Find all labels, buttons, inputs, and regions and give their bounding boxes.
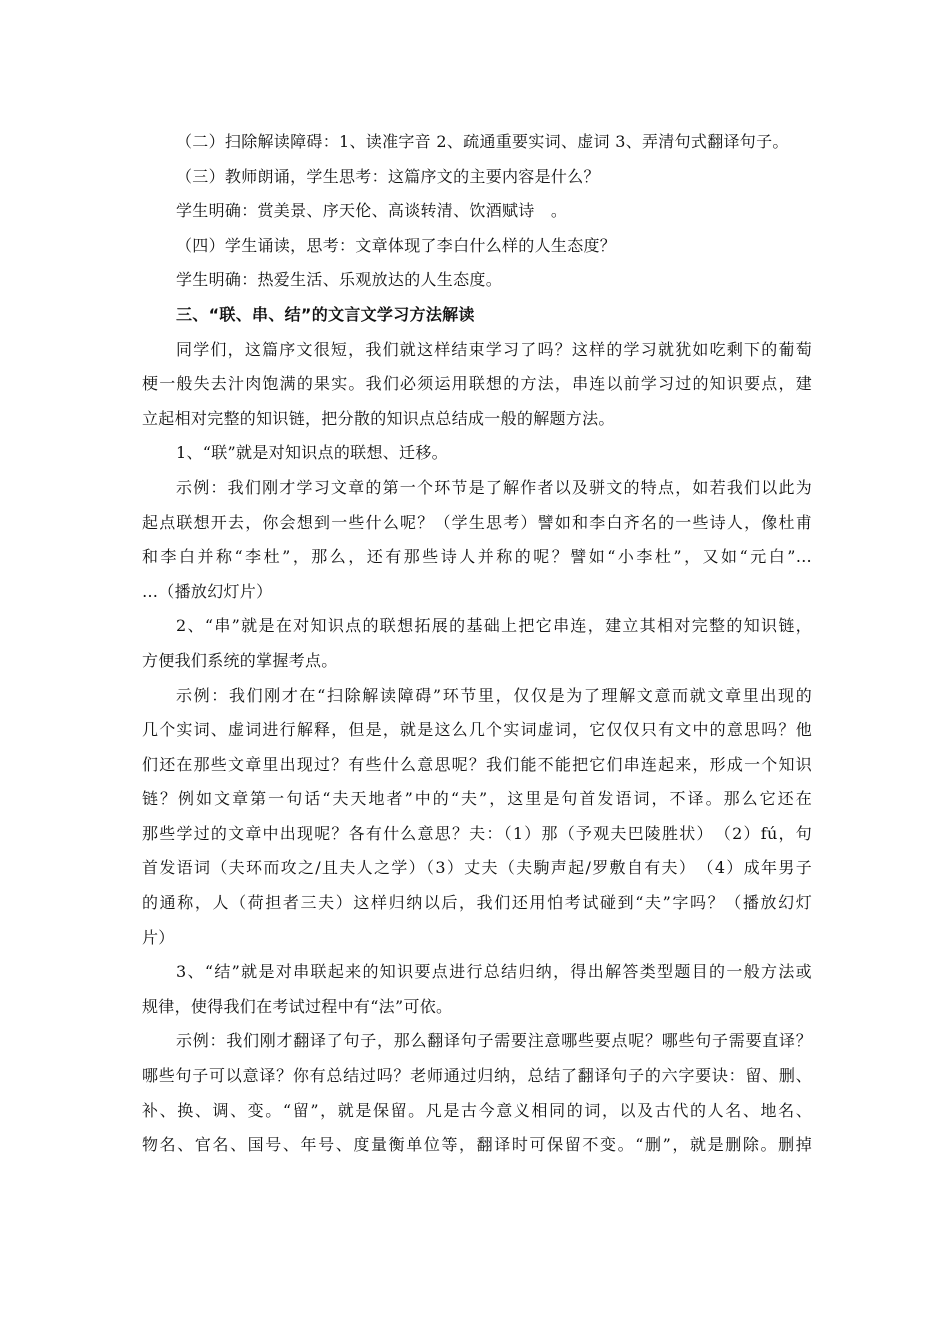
text-line: （二）扫除解读障碍：1、读准字音 2、疏通重要实词、虚词 3、弄清句式翻译句子。 — [176, 132, 789, 151]
text-line: 片） — [142, 927, 175, 947]
text-line: 首发语词（夫环而攻之/且夫人之学）（3）丈夫（夫駒声起/罗敷自有夫） （4）成年男子 — [142, 858, 812, 878]
text-line: 规律，使得我们在考试过程中有“法”可依。 — [142, 996, 453, 1016]
text-line: 立起相对完整的知识链，把分散的知识点总结成一般的解题方法。 — [142, 408, 615, 428]
document-body — [142, 125, 812, 1163]
text-line: 的通称，人（荷担者三夫）这样归纳以后，我们还用怕考试碰到“夫”字吗？（播放幻灯 — [142, 893, 812, 913]
text-line: 和李白并称“李杜”，那么，还有那些诗人并称的呢？譬如“小李杜”，又如“元白”… — [142, 547, 812, 567]
text-line: （三）教师朗诵，学生思考：这篇序文的主要内容是什么？ — [176, 166, 600, 186]
text-line: 1、“联”就是对知识点的联想、迁移。 — [176, 443, 448, 463]
text-line: 梗一般失去汁肉饱满的果实。我们必须运用联想的方法，串连以前学习过的知识要点，建 — [142, 374, 812, 394]
text-line: 物名、官名、国号、年号、度量衡单位等，翻译时可保留不变。“删”，就是删除。删掉 — [142, 1135, 812, 1155]
text-line: 同学们，这篇序文很短，我们就这样结束学习了吗？这样的学习就犹如吃剩下的葡萄 — [176, 339, 812, 359]
text-line: 那些学过的文章中出现呢？各有什么意思？夫：（1）那（予观夫巴陵胜状） （2）fú，句 — [142, 823, 812, 843]
text-line: 学生明确：赏美景、序天伦、高谈转清、饮酒赋诗 。 — [176, 201, 568, 221]
section-heading: 三、“联、串、结”的文言文学习方法解读 — [176, 304, 475, 324]
text-line: 示例：我们刚才学习文章的第一个环节是了解作者以及骈文的特点，如若我们以此为 — [176, 477, 812, 497]
text-line: 链？例如文章第一句话“夫天地者”中的“夫”，这里是句首发语词，不译。那么它还在 — [142, 789, 812, 809]
text-line: 起点联想开去，你会想到一些什么呢？（学生思考）譬如和李白齐名的一些诗人，像杜甫 — [142, 512, 812, 532]
text-line: 们还在那些文章里出现过？有些什么意思呢？我们能不能把它们串连起来，形成一个知识 — [142, 754, 812, 774]
text-line: 2、“串”就是在对知识点的联想拓展的基础上把它串连，建立其相对完整的知识链， — [176, 616, 812, 636]
text-line: （四）学生诵读，思考：文章体现了李白什么样的人生态度？ — [176, 235, 617, 255]
text-line: 方便我们系统的掌握考点。 — [142, 650, 338, 670]
text-line: 示例：我们刚才翻译了句子，那么翻译句子需要注意哪些要点呢？哪些句子需要直译？ — [176, 1031, 812, 1051]
text-line: 示例：我们刚才在“扫除解读障碍”环节里，仅仅是为了理解文意而就文章里出现的 — [176, 685, 812, 705]
text-line: 补、换、调、变。“留”，就是保留。凡是古今意义相同的词，以及古代的人名、地名、 — [142, 1100, 812, 1120]
text-line: 哪些句子可以意译？你有总结过吗？老师通过归纳，总结了翻译句子的六字要诀：留、删、 — [142, 1066, 812, 1086]
text-line: …（播放幻灯片） — [142, 581, 273, 601]
text-line: 几个实词、虚词进行解释，但是，就是这么几个实词虚词，它仅仅只有文中的意思吗？他 — [142, 720, 812, 740]
text-line: 学生明确：热爱生活、乐观放达的人生态度。 — [176, 270, 503, 290]
text-line: 3、“结”就是对串联起来的知识要点进行总结归纳，得出解答类型题目的一般方法或 — [176, 962, 812, 982]
